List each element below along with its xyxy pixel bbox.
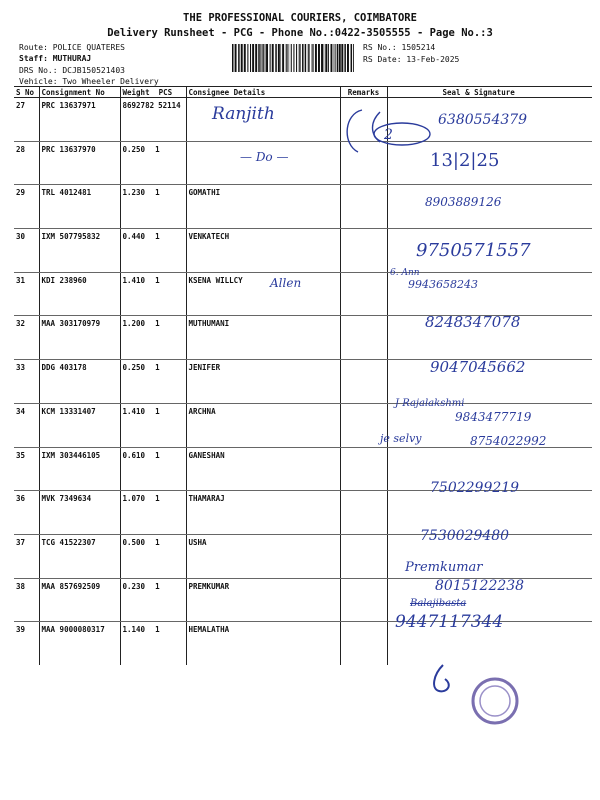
cell-weight <box>120 185 186 229</box>
cell-consignment: KCM 13331407 <box>39 403 120 447</box>
cell-sno: 36 <box>14 491 39 535</box>
pcs-value: 1 <box>155 450 160 460</box>
cell-consignee: GANESHAN <box>186 447 340 491</box>
cell-consignment: KDI 238960 <box>39 272 120 316</box>
cell-sno: 29 <box>14 185 39 229</box>
cell-sno: 34 <box>14 403 39 447</box>
cell-weight <box>120 622 186 665</box>
weight-value: 0.610 <box>122 450 146 460</box>
hw-ranjith: Ranjith <box>212 104 275 124</box>
staff-label: Staff: MUTHURAJ <box>19 54 92 63</box>
cell-consignment: MVK 7349634 <box>39 491 120 535</box>
cell-weight <box>120 316 186 360</box>
pcs-value: 1 <box>155 275 160 285</box>
cell-consignee: HEMALATHA <box>186 622 340 665</box>
col-weight-pcs: Weight PCS <box>120 87 186 98</box>
cell-sno: 39 <box>16 625 26 635</box>
hw-phone-34: 9843477719 <box>455 410 532 424</box>
cell-consignee: USHA <box>186 534 340 578</box>
hw-phone-30: 9750571557 <box>416 240 531 261</box>
pcs-value: 52114 <box>158 101 181 110</box>
weight-value: 0.500 <box>122 537 146 547</box>
cell-weight <box>120 578 186 622</box>
hw-phone-36: 7502299219 <box>430 480 520 496</box>
cell-weight <box>120 229 186 273</box>
cell-sno: 32 <box>14 316 39 360</box>
hw-phone-31: 9943658243 <box>408 278 478 291</box>
hw-phone-29: 8903889126 <box>425 195 502 209</box>
cell-sno: 37 <box>14 534 39 578</box>
hw-name-34: J Rajalakshmi <box>395 398 465 409</box>
hw-phone-32: 8248347078 <box>425 313 521 331</box>
hw-phone-38: 8015122238 <box>435 578 525 594</box>
hw-phone-39: 9447117344 <box>395 612 504 632</box>
cell-weight <box>120 403 186 447</box>
svg-text:2: 2 <box>384 127 393 143</box>
pcs-value: 1 <box>155 406 160 416</box>
pcs-value: 1 <box>155 625 160 635</box>
round-stamp <box>425 655 535 735</box>
hw-phone-35: 8754022992 <box>470 434 547 448</box>
weight-value: 0.250 <box>122 144 146 154</box>
weight-value: 1.410 <box>122 406 146 416</box>
cell-remarks <box>340 534 387 578</box>
col-sno: S No <box>14 87 39 98</box>
cell-consignee: PREMKUMAR <box>186 578 340 622</box>
cell-consignee: JENIFER <box>186 360 340 404</box>
table-row <box>14 272 592 316</box>
pcs-value: 1 <box>155 188 160 198</box>
cell-consignee: VENKATECH <box>186 229 340 273</box>
document-subtitle: Delivery Runsheet - PCG - Phone No.:0422-3505555 - Page No.:3 <box>107 27 493 39</box>
weight-value: 0.230 <box>122 581 146 591</box>
route-label: Route: POLICE QUATERES <box>19 43 125 52</box>
cell-consignment: PRC 13637971 <box>39 98 120 142</box>
cell-remarks <box>340 316 387 360</box>
pcs-value: 1 <box>155 319 160 329</box>
hw-phone-33: 9047045662 <box>430 358 526 376</box>
hw-name-39: Balajibasta <box>410 598 467 609</box>
hw-name-38: Premkumar <box>405 560 483 575</box>
cell-remarks <box>340 229 387 273</box>
hw-remark-31: Allen <box>270 276 302 290</box>
col-consignment: Consignment No <box>39 87 120 98</box>
hw-phone-27: 6380554379 <box>438 112 528 128</box>
hw-sig-31: 6. Ann <box>390 268 420 278</box>
hw-name-35: je selvy <box>380 432 422 445</box>
cell-consignment: DDG 403178 <box>39 360 120 404</box>
table-row <box>14 185 592 229</box>
weight-value: 0.250 <box>122 363 146 373</box>
weight-value: 8692782 <box>122 101 155 110</box>
cell-consignment: MAA 9000080317 <box>39 622 120 665</box>
cell-consignee: THAMARAJ <box>186 491 340 535</box>
cell-consignee: MUTHUMANI <box>186 316 340 360</box>
weight-value: 0.440 <box>122 232 146 242</box>
cell-remarks <box>340 185 387 229</box>
pcs-value: 1 <box>155 581 160 591</box>
stamp-scribble <box>340 104 435 162</box>
table-row <box>14 141 592 185</box>
cell-weight <box>120 272 186 316</box>
drs-number: DRS No.: DCJB150521403 <box>19 66 125 75</box>
hw-date: 13|2|25 <box>430 150 500 171</box>
table-header-row <box>14 87 592 98</box>
cell-weight <box>120 360 186 404</box>
cell-weight <box>120 491 186 535</box>
cell-weight <box>120 447 186 491</box>
cell-consignment: IXM 303446105 <box>39 447 120 491</box>
cell-remarks <box>340 360 387 404</box>
weight-value: 1.200 <box>122 319 146 329</box>
cell-weight <box>120 141 186 185</box>
cell-consignment: MAA 857692509 <box>39 578 120 622</box>
cell-sno: 35 <box>14 447 39 491</box>
cell-sno: 31 <box>14 272 39 316</box>
cell-weight <box>120 534 186 578</box>
col-remarks: Remarks <box>340 87 387 98</box>
cell-consignment: PRC 13637970 <box>39 141 120 185</box>
cell-consignee: ARCHNA <box>186 403 340 447</box>
weight-value: 1.140 <box>122 625 146 635</box>
cell-consignment: IXM 507795832 <box>39 229 120 273</box>
pcs-value: 1 <box>155 363 160 373</box>
pcs-value: 1 <box>155 232 160 242</box>
pcs-value: 1 <box>155 537 160 547</box>
hw-ditto: — Do — <box>240 150 289 164</box>
cell-consignment: MAA 303170979 <box>39 316 120 360</box>
weight-value: 1.410 <box>122 275 146 285</box>
cell-remarks <box>340 491 387 535</box>
cell-remarks <box>340 447 387 491</box>
hw-phone-37: 7530029480 <box>420 528 510 544</box>
weight-value: 1.070 <box>122 494 146 504</box>
col-consignee: Consignee Details <box>186 87 340 98</box>
cell-consignment: TRL 4012481 <box>39 185 120 229</box>
pcs-value: 1 <box>155 494 160 504</box>
barcode-image <box>232 44 354 72</box>
cell-remarks <box>340 578 387 622</box>
rs-date: RS Date: 13-Feb-2025 <box>363 55 460 64</box>
document-title: THE PROFESSIONAL COURIERS, COIMBATORE <box>183 12 417 24</box>
cell-consignee: KSENA WILLCY <box>186 272 340 316</box>
col-seal: Seal & Signature <box>387 87 592 98</box>
cell-sno: 30 <box>14 229 39 273</box>
pcs-value: 1 <box>155 144 160 154</box>
rs-number: RS No.: 1505214 <box>363 43 436 52</box>
cell-remarks <box>340 622 387 665</box>
cell-sno: 33 <box>14 360 39 404</box>
cell-consignee: GOMATHI <box>186 185 340 229</box>
cell-remarks <box>340 272 387 316</box>
cell-consignment: TCG 41522307 <box>39 534 120 578</box>
vehicle-label: Vehicle: Two Wheeler Delivery <box>19 77 159 86</box>
cell-sno: 38 <box>14 578 39 622</box>
weight-value: 1.230 <box>122 188 146 198</box>
cell-sno: 28 <box>14 141 39 185</box>
cell-sno: 27 <box>14 98 39 142</box>
cell-weight <box>120 98 186 142</box>
